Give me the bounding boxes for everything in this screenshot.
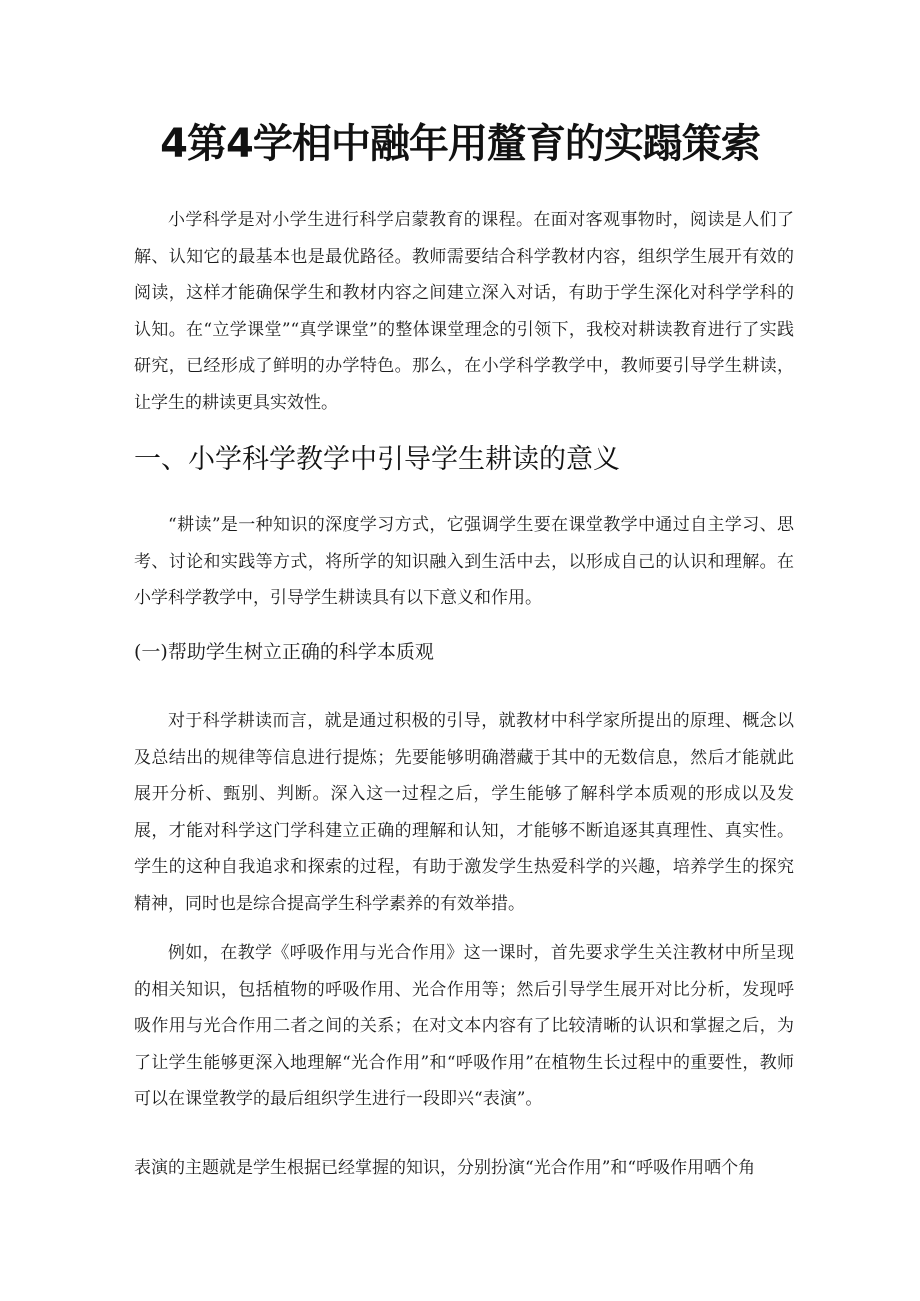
subsection-1-paragraph-1: 对于科学耕读而言，就是通过积极的引导，就教材中科学家所提出的原理、概念以及总结出的规律等信息进行提炼；先要能够明确潜藏于其中的无数信息，然后才能就此展开分析、甄别、判断。深入这一过程之后，学生能够了解科学本质观的形成以及发展，才能对科学这门学科建立正确的理解和认知，才能够不断追逐其真理性、真实性。学生的这种自我追求和探索的过程，有助于激发学生热爱科学的兴趣，培养学生的探究精神，同时也是综合提高学生科学素养的有效举措。 (134, 711, 794, 914)
section-heading-1: 一、小学科学教学中引导学生耕读的意义 (134, 444, 620, 475)
subsection-1-paragraph-2: 例如，在教学《呼吸作用与光合作用》这一课时，首先要求学生关注教材中所呈现的相关知识，包括植物的呼吸作用、光合作用等；然后引导学生展开对比分析，发现呼吸作用与光合作用二者之间的关系；在对文本内容有了比较清晰的认识和掌握之后，为了让学生能够更深入地理解“光合作用”和“呼吸作用”在植物生长过程中的重要性，教师可以在课堂教学的最后组织学生进行一段即兴“表演”。 (134, 943, 794, 1110)
subsection-heading-1: (一)帮助学生树立正确的科学本质观 (134, 641, 434, 663)
document-title: 4第4学相中融年用釐育的实蹋策索 (160, 121, 760, 167)
section-1-paragraph: “耕读”是一种知识的深度学习方式，它强调学生要在课堂教学中通过自主学习、思考、讨论和实践等方式，将所学的知识融入到生活中去，以形成自己的认识和理解。在小学科学教学中，引导学生耕读具有以下意义和作用。 (134, 515, 794, 609)
intro-paragraph: 小学科学是对小学生进行科学启蒙教育的课程。在面对客观事物时，阅读是人们了解、认知它的最基本也是最优路径。教师需要结合科学教材内容，组织学生展开有效的阅读，这样才能确保学生和教材内容之间建立深入对话，有助于学生深化对科学学科的认知。在“立学课堂”“真学课堂”的整体课堂理念的引领下，我校对耕读教育进行了实践研究，已经形成了鲜明的办学特色。那么，在小学科学教学中，教师要引导学生耕读，让学生的耕读更具实效性。 (134, 210, 794, 413)
subsection-1-paragraph-3: 表演的主题就是学生根据已经掌握的知识，分别扮演“光合作用”和“呼吸作用哂个角 (134, 1158, 756, 1178)
